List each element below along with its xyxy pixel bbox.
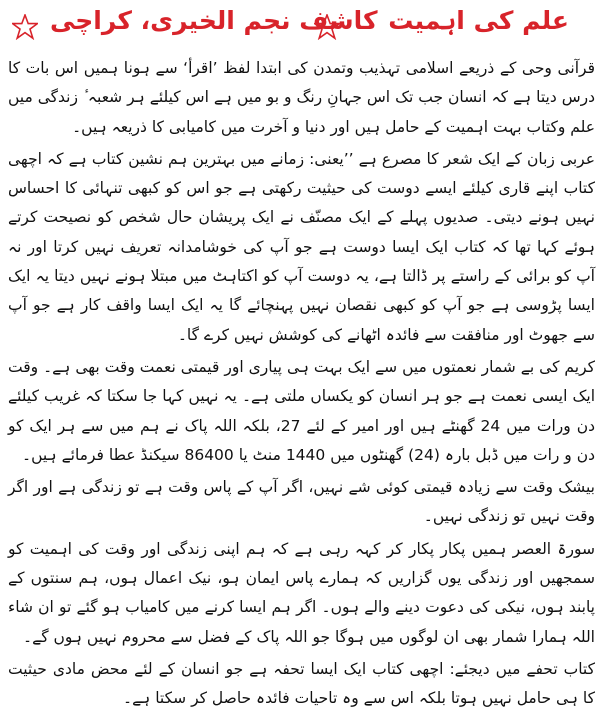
red-star-icon bbox=[12, 14, 38, 40]
paragraph-book-friend: عربی زبان کے ایک شعر کا مصرع ہے ’’یعنی: زمانے میں بہترین ہم نشین کتاب ہے کہ اچھی کتاب اپنے قاری کیلئے ایسے دوست کی حیثیت رکھتی ہے جو اس کو کبھی تنہائی کا احساس نہیں ہونے دیتی۔ صدیوں پہلے کے ایک مصنّف نے ایک پریشان حال شخص کو نصیحت کرتے ہوئے کہا تھا کہ کتاب ایک ایسا دوست ہے جو آپ کی خوشامدانہ تعریف نہیں کرتا اور نہ آپ کو برائی کے راستے پر ڈالتا ہے، یہ دوست آپ کو اکتاہٹ میں مبتلا ہونے نہیں دیتا یہ ایک ایسا پڑوسی ہے جو آپ کو کبھی نقصان نہیں پہنچائے گا یہ ایک ایسا واقف کار ہے جو آپ سے جھوٹ اور منافقت سے فائدہ اٹھانے کی کوشش نہیں کرے گا۔ bbox=[8, 149, 595, 344]
article-body bbox=[8, 54, 595, 714]
paragraph-time-value: بیشک وقت سے زیادہ قیمتی کوئی شے نہیں، اگر آپ کے پاس وقت ہے تو زندگی ہے اور اگر وقت نہیں تو زندگی نہیں۔ bbox=[8, 478, 595, 526]
article-header bbox=[8, 6, 595, 50]
article-title: علم کی اہمیت bbox=[388, 6, 569, 35]
paragraph-surah-asr: سورۃ العصر ہمیں پکار پکار کر کہہ رہی ہے کہ ہم اپنی زندگی اور وقت کی اہمیت کو سمجھیں اور زندگی یوں گزاریں کہ ہمارے پاس ایمان ہو، نیک اعمال ہوں، ہم سنتوں کے پابند ہوں، نیکی کی دعوت دینے والے ہوں۔ اگر ہم ایسا کرنے میں کامیاب ہو گئے تو ان شاء اللہ ہمارا شمار بھی ان لوگوں میں ہوگا جو اللہ پاک کے فضل سے محروم نہیں ہوں گے۔ bbox=[8, 539, 595, 646]
author-name: کاشف نجم الخیری، کراچی bbox=[50, 6, 378, 35]
paragraph-book-gift: کتاب تحفے میں دیجئے: اچھی کتاب ایک ایسا تحفہ ہے جو انسان کے لئے محض مادی حیثیت کا ہی حامل نہیں ہوتا بلکہ اس سے وہ تاحیات فائدہ حاصل کر سکتا ہے۔ bbox=[8, 659, 595, 708]
red-star-icon bbox=[314, 14, 340, 40]
paragraph-intro: قرآنی وحی کے ذریعے اسلامی تہذیب وتمدن کی ابتدا لفظ ’اقرأ‘ سے ہونا ہمیں اس بات کا درس دیتا ہے کہ انسان جب تک اس جہانِ رنگ و بو میں ہے اس کیلئے ہر شعبہ ٔ زندگی میں علم وکتاب بہت اہمیت کے حامل ہیں اور دنیا و آخرت میں کامیابی کا ذریعہ ہیں۔ bbox=[8, 59, 595, 136]
paragraph-time-blessing: کریم کی بے شمار نعمتوں میں سے ایک بہت ہی پیاری اور قیمتی نعمت وقت بھی ہے۔ وقت ایک ایسی نعمت ہے جو ہر انسان کو یکساں ملتی ہے۔ یہ نہیں کہا جا سکتا کہ غریب کیلئے دن ورات میں 24 گھنٹے ہیں اور امیر کے لئے 27، بلکہ اللہ پاک نے ہم میں سے ہر ایک کو دن و رات میں ڈبل بارہ (24) گھنٹوں میں 1440 منٹ یا 86400 سیکنڈ عطا فرمائے ہیں۔ bbox=[8, 357, 595, 464]
